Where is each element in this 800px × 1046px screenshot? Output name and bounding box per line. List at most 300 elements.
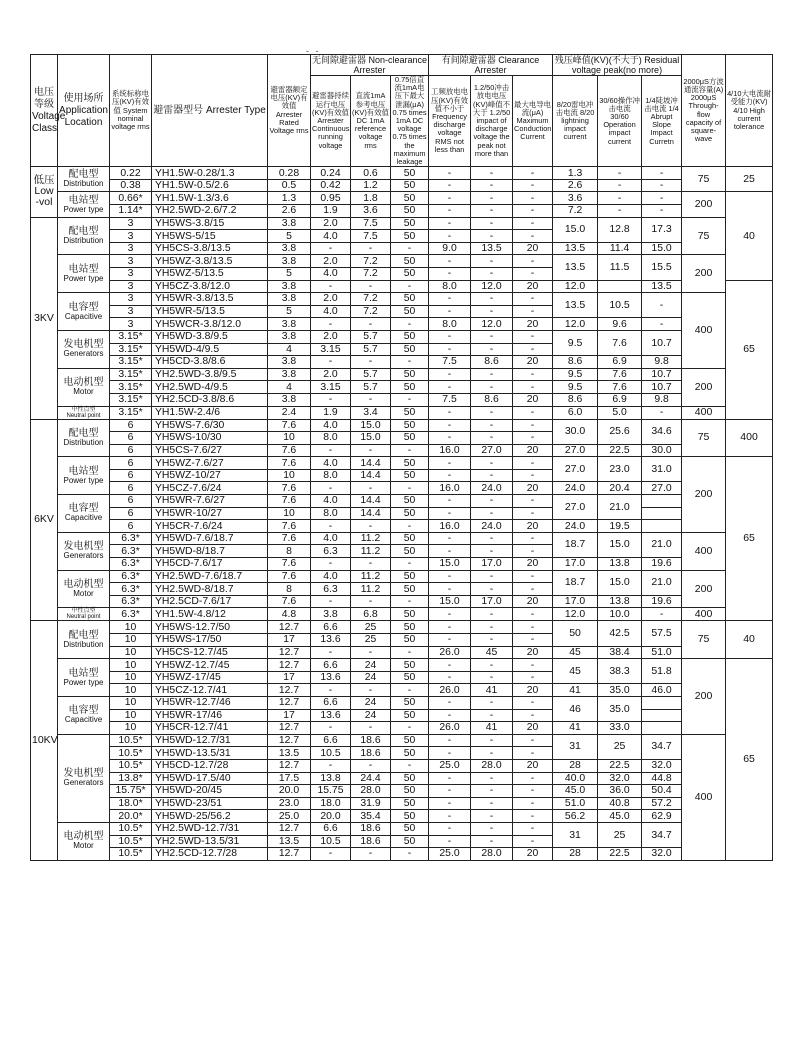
abrupt-residual: 30.0 bbox=[642, 444, 682, 457]
dc-reference-voltage: 18.6 bbox=[351, 734, 391, 747]
table-row bbox=[31, 709, 773, 722]
conduction-current: 20 bbox=[513, 848, 553, 861]
table-row bbox=[31, 330, 773, 343]
continuous-voltage: - bbox=[311, 595, 351, 608]
operation-residual: 25 bbox=[598, 734, 642, 759]
leakage-current: 50 bbox=[391, 343, 429, 356]
operation-residual: 22.5 bbox=[598, 444, 642, 457]
power-frequency-discharge: 8.0 bbox=[429, 318, 471, 331]
operation-residual: 5.0 bbox=[598, 406, 642, 419]
application-label-zh: 电容型 bbox=[68, 503, 99, 515]
power-frequency-discharge: - bbox=[429, 368, 471, 381]
system-voltage: 6 bbox=[110, 482, 152, 495]
application-label-zh: 配电型 bbox=[68, 427, 99, 439]
dc-reference-voltage: 14.4 bbox=[351, 457, 391, 470]
rated-voltage: 12.7 bbox=[268, 848, 311, 861]
power-frequency-discharge: - bbox=[429, 545, 471, 558]
application-label-zh: 电动机型 bbox=[63, 579, 104, 591]
dc-reference-voltage: 6.8 bbox=[351, 608, 391, 621]
impulse-discharge: - bbox=[471, 532, 513, 545]
power-frequency-discharge: - bbox=[429, 432, 471, 445]
dc-reference-voltage: 24.4 bbox=[351, 772, 391, 785]
application-cell bbox=[58, 255, 110, 293]
abrupt-residual: 34.7 bbox=[642, 734, 682, 759]
lightning-residual: 3.6 bbox=[553, 192, 598, 205]
application-label-zh: 电动机型 bbox=[63, 831, 104, 843]
application-cell bbox=[58, 734, 110, 822]
high-current-tolerance: 40 bbox=[726, 621, 773, 659]
impulse-discharge: 17.0 bbox=[471, 558, 513, 571]
abrupt-residual: 34.6 bbox=[642, 419, 682, 444]
power-frequency-discharge: 15.0 bbox=[429, 595, 471, 608]
continuous-voltage: 0.24 bbox=[311, 167, 351, 180]
rated-voltage: 13.5 bbox=[268, 747, 311, 760]
continuous-voltage: 4.0 bbox=[311, 457, 351, 470]
lightning-residual: 28 bbox=[553, 848, 598, 861]
system-voltage: 18.0* bbox=[110, 797, 152, 810]
power-frequency-discharge: - bbox=[429, 192, 471, 205]
operation-residual: 45.0 bbox=[598, 810, 642, 823]
table-row bbox=[31, 419, 773, 432]
header-leakage: 0.75倍直流1mA电压下最大泄漏(μA) 0.75 times 1mA DC voltage 0.75 times the maximum leakage bbox=[392, 75, 427, 167]
leakage-current: 50 bbox=[391, 634, 429, 647]
table-row bbox=[31, 595, 773, 608]
power-frequency-discharge: 15.0 bbox=[429, 558, 471, 571]
rated-voltage: 3.8 bbox=[268, 368, 311, 381]
continuous-voltage: - bbox=[311, 646, 351, 659]
arrester-model: YH5WZ-12.7/45 bbox=[152, 659, 268, 672]
abrupt-residual: 19.6 bbox=[642, 558, 682, 571]
arrester-model: YH5CR-7.6/24 bbox=[152, 520, 268, 533]
continuous-voltage: 15.75 bbox=[311, 785, 351, 798]
continuous-voltage: 6.6 bbox=[311, 696, 351, 709]
operation-residual: 38.4 bbox=[598, 646, 642, 659]
conduction-current: 20 bbox=[513, 482, 553, 495]
lightning-residual: 40.0 bbox=[553, 772, 598, 785]
conduction-current: 20 bbox=[513, 242, 553, 255]
continuous-voltage: 2.0 bbox=[311, 255, 351, 268]
power-frequency-discharge: - bbox=[429, 419, 471, 432]
table-row bbox=[31, 167, 773, 180]
leakage-current: 50 bbox=[391, 267, 429, 280]
leakage-current: - bbox=[391, 356, 429, 369]
application-label-zh: 电容型 bbox=[68, 705, 99, 717]
impulse-discharge: - bbox=[471, 192, 513, 205]
impulse-discharge: - bbox=[471, 432, 513, 445]
rated-voltage: 17.5 bbox=[268, 772, 311, 785]
abrupt-residual: 27.0 bbox=[642, 482, 682, 495]
abrupt-residual: - bbox=[642, 205, 682, 218]
header-rated-voltage: 避雷器额定电压(KV)有效值 Arrester Rated Voltage rms bbox=[268, 55, 311, 167]
arrester-model: YH5WD-13.5/31 bbox=[152, 747, 268, 760]
table-row bbox=[31, 722, 773, 735]
dc-reference-voltage: 7.2 bbox=[351, 255, 391, 268]
lightning-residual: 51.0 bbox=[553, 797, 598, 810]
system-voltage: 3 bbox=[110, 242, 152, 255]
power-frequency-discharge: 25.0 bbox=[429, 759, 471, 772]
conduction-current: - bbox=[513, 432, 553, 445]
arrester-model: YH1.5W-4.8/12 bbox=[152, 608, 268, 621]
power-frequency-discharge: - bbox=[429, 495, 471, 508]
operation-residual: 25 bbox=[598, 822, 642, 847]
leakage-current: 50 bbox=[391, 432, 429, 445]
impulse-discharge: - bbox=[471, 368, 513, 381]
abrupt-residual: - bbox=[642, 167, 682, 180]
application-cell bbox=[58, 167, 110, 192]
table-row bbox=[31, 608, 773, 621]
table-row bbox=[31, 242, 773, 255]
leakage-current: - bbox=[391, 722, 429, 735]
continuous-voltage: 6.6 bbox=[311, 822, 351, 835]
power-frequency-discharge: - bbox=[429, 810, 471, 823]
operation-residual: 40.8 bbox=[598, 797, 642, 810]
arrester-model: YH5WD-17.5/40 bbox=[152, 772, 268, 785]
table-row bbox=[31, 785, 773, 798]
power-frequency-discharge: - bbox=[429, 608, 471, 621]
conduction-current: - bbox=[513, 797, 553, 810]
lightning-residual: 45.0 bbox=[553, 785, 598, 798]
impulse-discharge: - bbox=[471, 772, 513, 785]
leakage-current: - bbox=[391, 482, 429, 495]
header-abrupt-slope: 1/4陡坡冲击电流 1/4 Abrupt Slope Impact Curretn bbox=[642, 76, 682, 167]
conduction-current: - bbox=[513, 305, 553, 318]
application-label-en: Distribution bbox=[63, 639, 104, 649]
impulse-discharge: - bbox=[471, 709, 513, 722]
system-voltage: 6 bbox=[110, 495, 152, 508]
impulse-discharge: 28.0 bbox=[471, 759, 513, 772]
continuous-voltage: 1.9 bbox=[311, 406, 351, 419]
arrester-model: YH5WS-12.7/50 bbox=[152, 621, 268, 634]
application-label-en: Distribution bbox=[63, 179, 104, 189]
rated-voltage: 12.7 bbox=[268, 646, 311, 659]
continuous-voltage: - bbox=[311, 444, 351, 457]
square-wave-capacity: 200 bbox=[682, 570, 726, 608]
operation-residual: 10.0 bbox=[598, 608, 642, 621]
leakage-current: 50 bbox=[391, 305, 429, 318]
arrester-spec-table bbox=[30, 54, 773, 861]
continuous-voltage: 3.15 bbox=[311, 381, 351, 394]
rated-voltage: 12.7 bbox=[268, 659, 311, 672]
conduction-current: - bbox=[513, 192, 553, 205]
rated-voltage: 12.7 bbox=[268, 822, 311, 835]
abrupt-residual: 13.5 bbox=[642, 280, 682, 293]
spec-table-container bbox=[30, 54, 772, 861]
dc-reference-voltage: - bbox=[351, 242, 391, 255]
dc-reference-voltage: 15.0 bbox=[351, 419, 391, 432]
arrester-model: YH5WR-7.6/27 bbox=[152, 495, 268, 508]
operation-residual: - bbox=[598, 205, 642, 218]
dc-reference-voltage: 14.4 bbox=[351, 469, 391, 482]
impulse-discharge: - bbox=[471, 217, 513, 230]
arrester-model: YH5WZ-17/45 bbox=[152, 671, 268, 684]
impulse-discharge: - bbox=[471, 810, 513, 823]
operation-residual: 6.9 bbox=[598, 393, 642, 406]
system-voltage: 0.38 bbox=[110, 179, 152, 192]
system-voltage: 10.5* bbox=[110, 835, 152, 848]
leakage-current: 50 bbox=[391, 659, 429, 672]
conduction-current: - bbox=[513, 330, 553, 343]
power-frequency-discharge: - bbox=[429, 457, 471, 470]
arrester-model: YH2.5WD-12.7/31 bbox=[152, 822, 268, 835]
impulse-discharge: - bbox=[471, 621, 513, 634]
conduction-current: - bbox=[513, 293, 553, 306]
system-voltage: 0.22 bbox=[110, 167, 152, 180]
power-frequency-discharge: 26.0 bbox=[429, 684, 471, 697]
abrupt-residual: 10.7 bbox=[642, 368, 682, 381]
arrester-model: YH2.5WD-4/9.5 bbox=[152, 381, 268, 394]
header-clearance: 有间隙避雷器 Clearance Arrester bbox=[429, 55, 553, 76]
power-frequency-discharge: - bbox=[429, 343, 471, 356]
operation-residual: 11.4 bbox=[598, 242, 642, 255]
impulse-discharge: - bbox=[471, 835, 513, 848]
leakage-current: 50 bbox=[391, 381, 429, 394]
table-row bbox=[31, 482, 773, 495]
square-wave-capacity: 200 bbox=[682, 659, 726, 735]
application-label-zh: 电站型 bbox=[68, 465, 99, 477]
power-frequency-discharge: - bbox=[429, 217, 471, 230]
abrupt-residual bbox=[642, 722, 682, 735]
header-application: 使用场所 Application Location bbox=[58, 55, 110, 167]
dc-reference-voltage: 3.4 bbox=[351, 406, 391, 419]
rated-voltage: 17 bbox=[268, 709, 311, 722]
dc-reference-voltage: 14.4 bbox=[351, 507, 391, 520]
application-label-en: Neutral point bbox=[66, 412, 101, 419]
continuous-voltage: 8.0 bbox=[311, 507, 351, 520]
rated-voltage: 2.6 bbox=[268, 205, 311, 218]
rated-voltage: 10 bbox=[268, 469, 311, 482]
abrupt-residual: 9.8 bbox=[642, 356, 682, 369]
system-voltage: 10 bbox=[110, 634, 152, 647]
arrester-model: YH5WCR-3.8/12.0 bbox=[152, 318, 268, 331]
table-row bbox=[31, 570, 773, 583]
table-row bbox=[31, 217, 773, 230]
system-voltage: 10 bbox=[110, 722, 152, 735]
conduction-current: - bbox=[513, 179, 553, 192]
application-label-en: Power type bbox=[63, 475, 104, 485]
dc-reference-voltage: 18.6 bbox=[351, 835, 391, 848]
application-cell bbox=[58, 406, 110, 419]
leakage-current: 50 bbox=[391, 835, 429, 848]
table-row bbox=[31, 381, 773, 394]
system-voltage: 6.3* bbox=[110, 583, 152, 596]
leakage-current: 50 bbox=[391, 797, 429, 810]
dc-reference-voltage: 24 bbox=[351, 696, 391, 709]
table-row bbox=[31, 759, 773, 772]
dc-reference-voltage: - bbox=[351, 482, 391, 495]
power-frequency-discharge: 9.0 bbox=[429, 242, 471, 255]
high-current-tolerance: 40 bbox=[726, 192, 773, 280]
continuous-voltage: 0.42 bbox=[311, 179, 351, 192]
lightning-residual: 27.0 bbox=[553, 495, 598, 520]
square-wave-capacity: 400 bbox=[682, 406, 726, 419]
impulse-discharge: 27.0 bbox=[471, 444, 513, 457]
conduction-current: 20 bbox=[513, 280, 553, 293]
impulse-discharge: 24.0 bbox=[471, 482, 513, 495]
power-frequency-discharge: - bbox=[429, 305, 471, 318]
abrupt-residual: 34.7 bbox=[642, 822, 682, 847]
application-label-zh: 配电型 bbox=[68, 226, 99, 237]
conduction-current: - bbox=[513, 810, 553, 823]
power-frequency-discharge: - bbox=[429, 835, 471, 848]
abrupt-residual bbox=[642, 507, 682, 520]
arrester-model: YH5CD-7.6/17 bbox=[152, 558, 268, 571]
lightning-residual: 9.5 bbox=[553, 381, 598, 394]
impulse-discharge: 12.0 bbox=[471, 318, 513, 331]
system-voltage: 1.14* bbox=[110, 205, 152, 218]
power-frequency-discharge: - bbox=[429, 822, 471, 835]
conduction-current: 20 bbox=[513, 684, 553, 697]
power-frequency-discharge: 8.0 bbox=[429, 280, 471, 293]
square-wave-capacity: 75 bbox=[682, 167, 726, 192]
lightning-residual: 50 bbox=[553, 621, 598, 646]
continuous-voltage: 13.6 bbox=[311, 634, 351, 647]
conduction-current: - bbox=[513, 495, 553, 508]
operation-residual: - bbox=[598, 192, 642, 205]
system-voltage: 6.3* bbox=[110, 608, 152, 621]
abrupt-residual: 10.7 bbox=[642, 330, 682, 355]
table-row bbox=[31, 822, 773, 835]
conduction-current: - bbox=[513, 381, 553, 394]
leakage-current: 50 bbox=[391, 230, 429, 243]
conduction-current: 20 bbox=[513, 722, 553, 735]
dc-reference-voltage: 25 bbox=[351, 621, 391, 634]
continuous-voltage: 8.0 bbox=[311, 432, 351, 445]
power-frequency-discharge: 7.5 bbox=[429, 356, 471, 369]
abrupt-residual: 31.0 bbox=[642, 457, 682, 482]
lightning-residual: 2.6 bbox=[553, 179, 598, 192]
arrester-model: YH5WR-5/13.5 bbox=[152, 305, 268, 318]
conduction-current: - bbox=[513, 608, 553, 621]
square-wave-capacity: 200 bbox=[682, 255, 726, 293]
impulse-discharge: - bbox=[471, 634, 513, 647]
operation-residual: 21.0 bbox=[598, 495, 642, 520]
leakage-current: 50 bbox=[391, 570, 429, 583]
system-voltage: 10.5* bbox=[110, 848, 152, 861]
continuous-voltage: 4.0 bbox=[311, 495, 351, 508]
operation-residual: 15.0 bbox=[598, 532, 642, 557]
leakage-current: 50 bbox=[391, 179, 429, 192]
arrester-model: YH5WD-7.6/18.7 bbox=[152, 532, 268, 545]
system-voltage: 10 bbox=[110, 621, 152, 634]
impulse-discharge: - bbox=[471, 507, 513, 520]
arrester-model: YH5WS-10/30 bbox=[152, 432, 268, 445]
dc-reference-voltage: 11.2 bbox=[351, 570, 391, 583]
lightning-residual: 13.5 bbox=[553, 255, 598, 280]
lightning-residual: 13.5 bbox=[553, 293, 598, 318]
system-voltage: 10 bbox=[110, 696, 152, 709]
impulse-discharge: - bbox=[471, 267, 513, 280]
impulse-discharge: - bbox=[471, 381, 513, 394]
system-voltage: 3 bbox=[110, 255, 152, 268]
dc-reference-voltage: 24 bbox=[351, 709, 391, 722]
power-frequency-discharge: - bbox=[429, 406, 471, 419]
application-cell bbox=[58, 570, 110, 608]
leakage-current: 50 bbox=[391, 671, 429, 684]
arrester-model: YH5WZ-7.6/27 bbox=[152, 457, 268, 470]
dc-reference-voltage: 14.4 bbox=[351, 495, 391, 508]
conduction-current: - bbox=[513, 621, 553, 634]
square-wave-capacity: 400 bbox=[682, 608, 726, 621]
operation-residual: 32.0 bbox=[598, 772, 642, 785]
system-voltage: 6.3* bbox=[110, 545, 152, 558]
dc-reference-voltage: 24 bbox=[351, 671, 391, 684]
conduction-current: - bbox=[513, 785, 553, 798]
lightning-residual: 18.7 bbox=[553, 532, 598, 557]
arrester-model: YH5WS-7.6/30 bbox=[152, 419, 268, 432]
dc-reference-voltage: - bbox=[351, 356, 391, 369]
continuous-voltage: 4.0 bbox=[311, 267, 351, 280]
impulse-discharge: 13.5 bbox=[471, 242, 513, 255]
square-wave-capacity: 400 bbox=[682, 293, 726, 369]
dc-reference-voltage: - bbox=[351, 280, 391, 293]
continuous-voltage: 3.8 bbox=[311, 608, 351, 621]
impulse-discharge: 8.6 bbox=[471, 356, 513, 369]
table-row bbox=[31, 280, 773, 293]
abrupt-residual: 10.7 bbox=[642, 381, 682, 394]
impulse-discharge: - bbox=[471, 330, 513, 343]
operation-residual: 22.5 bbox=[598, 759, 642, 772]
continuous-voltage: 6.3 bbox=[311, 583, 351, 596]
operation-residual: 7.6 bbox=[598, 381, 642, 394]
conduction-current: - bbox=[513, 457, 553, 470]
high-current-tolerance: 25 bbox=[726, 167, 773, 192]
leakage-current: 50 bbox=[391, 406, 429, 419]
power-frequency-discharge: - bbox=[429, 330, 471, 343]
abrupt-residual: - bbox=[642, 318, 682, 331]
conduction-current: - bbox=[513, 368, 553, 381]
rated-voltage: 7.6 bbox=[268, 482, 311, 495]
operation-residual: 35.0 bbox=[598, 696, 642, 721]
leakage-current: - bbox=[391, 318, 429, 331]
operation-residual: 20.4 bbox=[598, 482, 642, 495]
operation-residual: 7.6 bbox=[598, 330, 642, 355]
header-operation-impact: 30/60操作冲击电流 30/60 Operation impact current bbox=[598, 76, 642, 167]
continuous-voltage: 13.8 bbox=[311, 772, 351, 785]
conduction-current: - bbox=[513, 709, 553, 722]
application-cell bbox=[58, 621, 110, 659]
system-voltage: 3.15* bbox=[110, 406, 152, 419]
continuous-voltage: 6.6 bbox=[311, 621, 351, 634]
dc-reference-voltage: - bbox=[351, 646, 391, 659]
continuous-voltage: 8.0 bbox=[311, 469, 351, 482]
arrester-model: YH2.5WD-3.8/9.5 bbox=[152, 368, 268, 381]
system-voltage: 3 bbox=[110, 217, 152, 230]
abrupt-residual: 62.9 bbox=[642, 810, 682, 823]
lightning-residual: 24.0 bbox=[553, 482, 598, 495]
operation-residual: 36.0 bbox=[598, 785, 642, 798]
power-frequency-discharge: 25.0 bbox=[429, 848, 471, 861]
leakage-current: - bbox=[391, 684, 429, 697]
voltage-class-cell: 10KV bbox=[31, 621, 58, 860]
leakage-current: 50 bbox=[391, 167, 429, 180]
header-square-wave: 2000μS方波通流容量(A) 2000μS Through-flow capacity of square-wave bbox=[682, 55, 726, 167]
rated-voltage: 12.7 bbox=[268, 684, 311, 697]
power-frequency-discharge: - bbox=[429, 205, 471, 218]
system-voltage: 15.75* bbox=[110, 785, 152, 798]
operation-residual: - bbox=[598, 167, 642, 180]
continuous-voltage: - bbox=[311, 722, 351, 735]
lightning-residual: 31 bbox=[553, 734, 598, 759]
system-voltage: 3.15* bbox=[110, 343, 152, 356]
abrupt-residual bbox=[642, 696, 682, 709]
rated-voltage: 7.6 bbox=[268, 457, 311, 470]
high-current-tolerance: 65 bbox=[726, 457, 773, 621]
dc-reference-voltage: 11.2 bbox=[351, 532, 391, 545]
impulse-discharge: - bbox=[471, 583, 513, 596]
lightning-residual: 28 bbox=[553, 759, 598, 772]
rated-voltage: 25.0 bbox=[268, 810, 311, 823]
arrester-model: YH2.5CD-12.7/28 bbox=[152, 848, 268, 861]
